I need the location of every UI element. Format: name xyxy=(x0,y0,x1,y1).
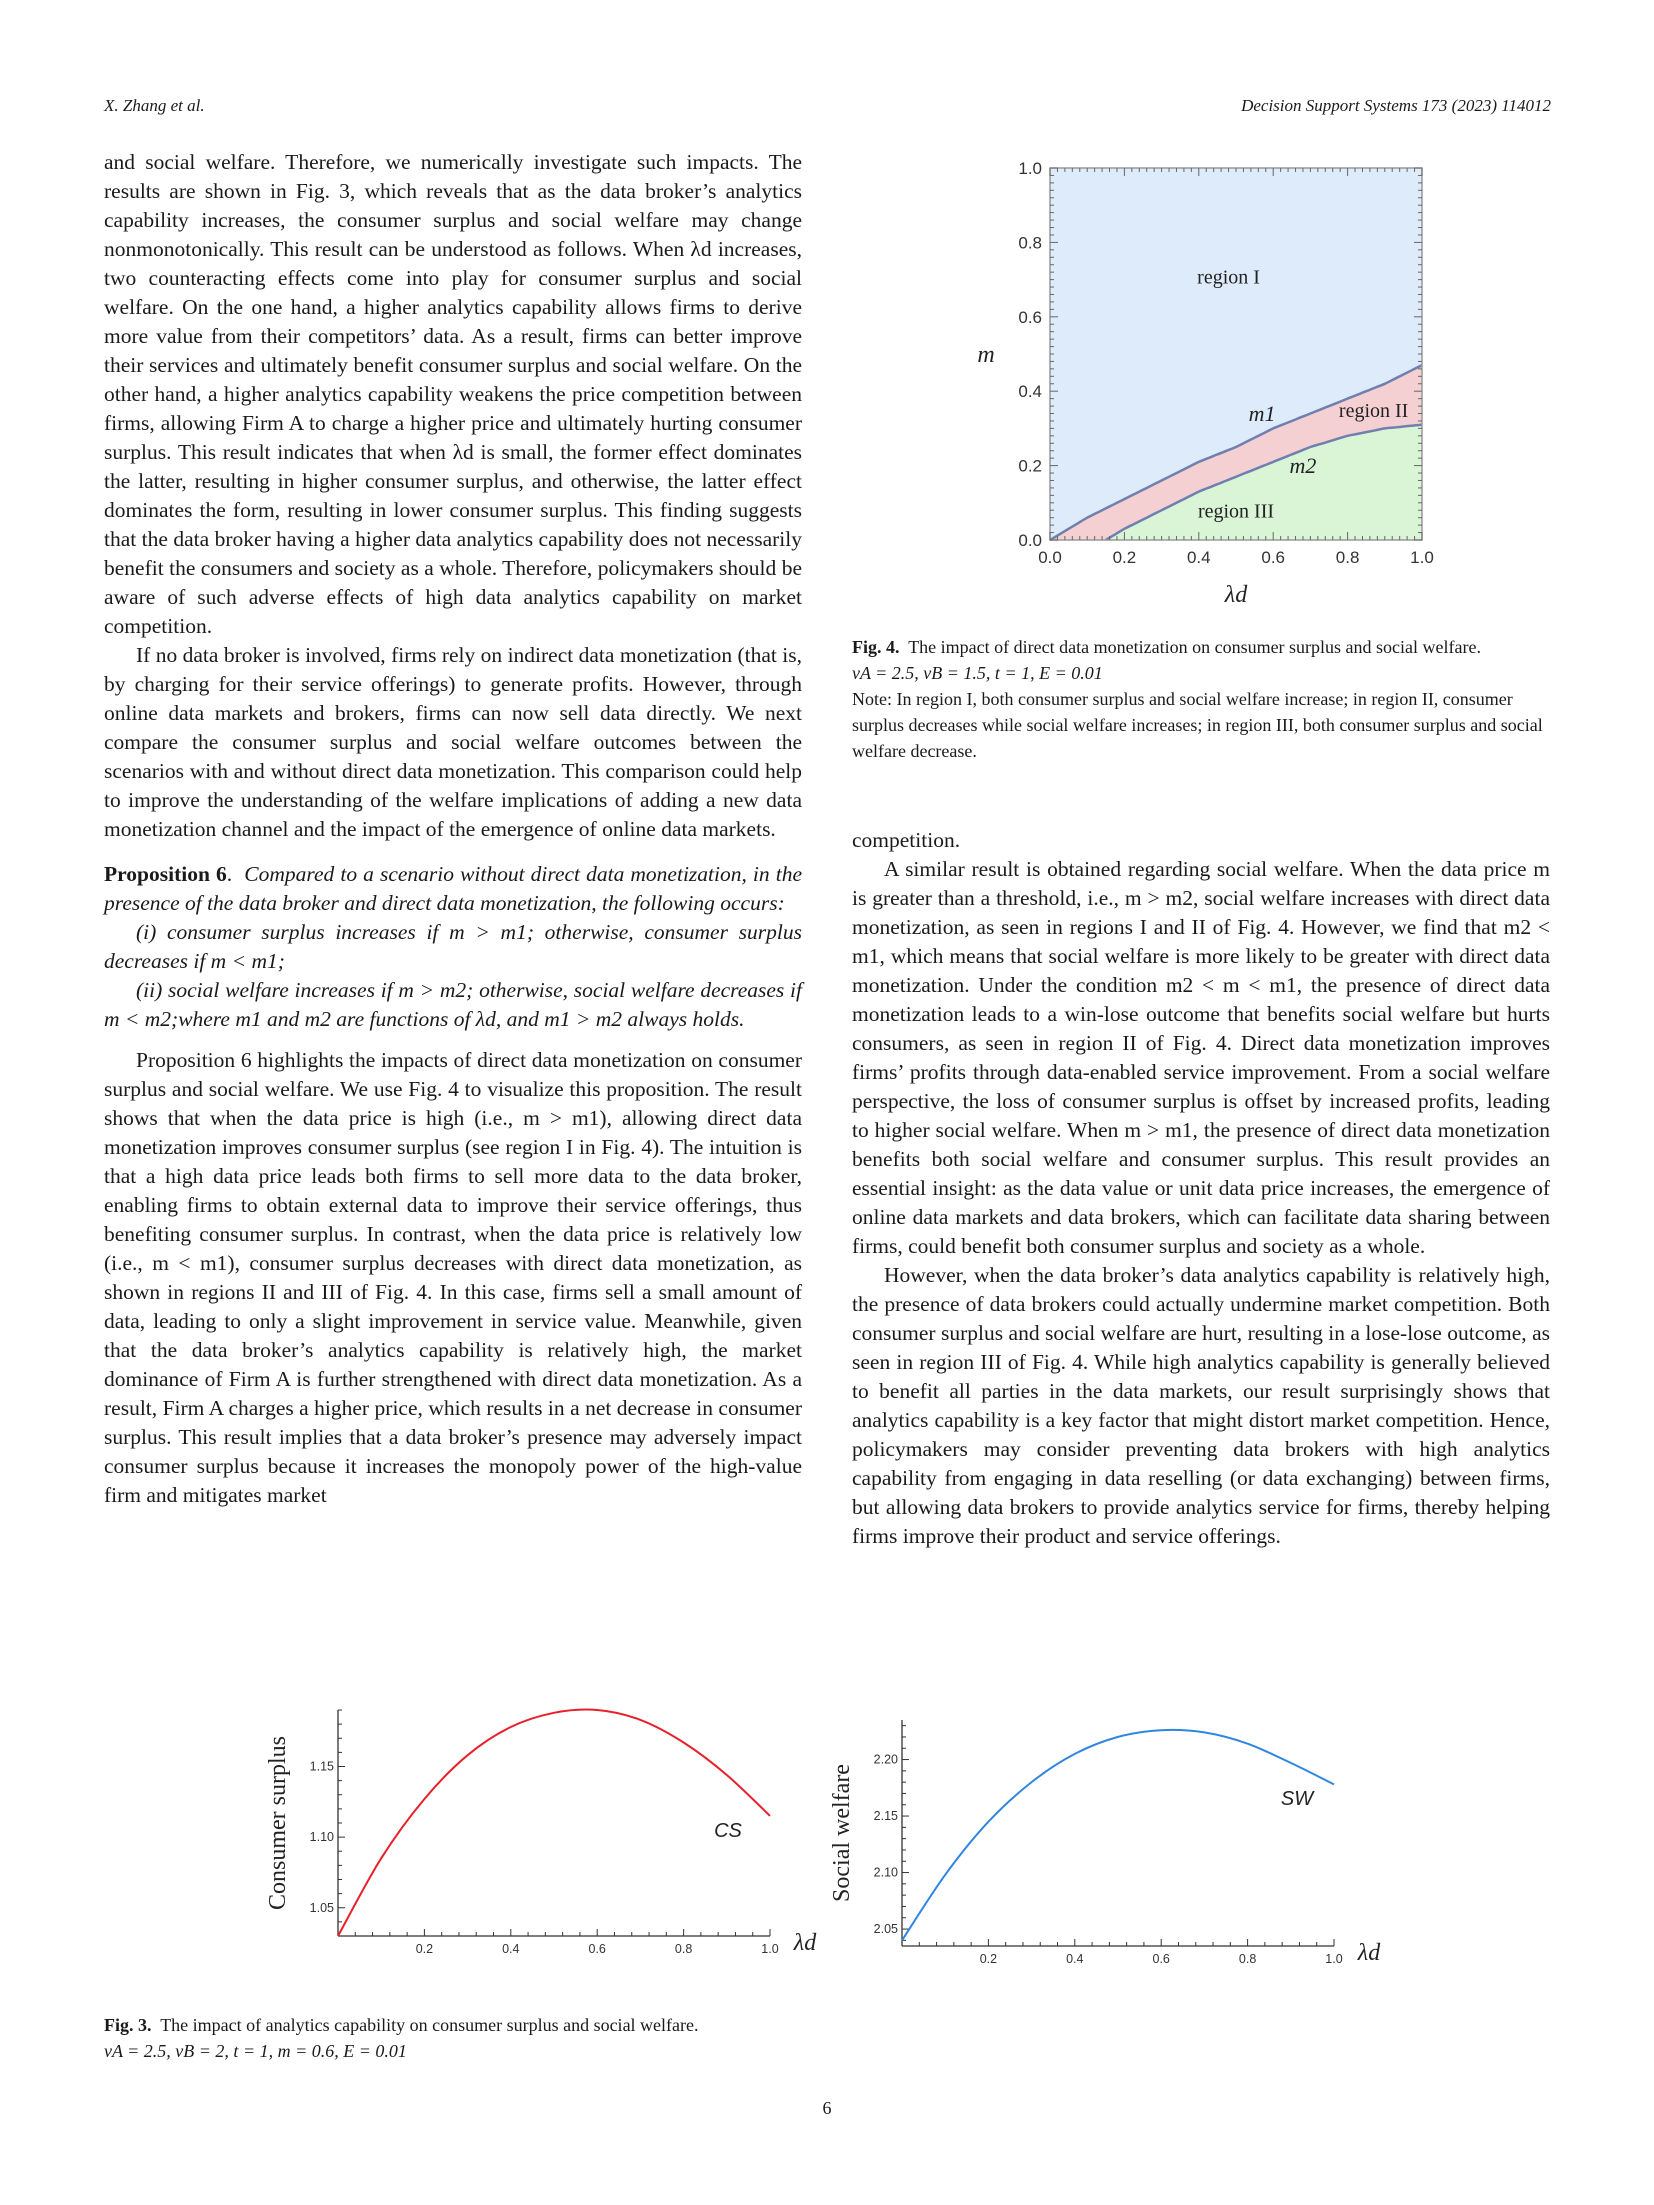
fig4-params: vA = 2.5, vB = 1.5, t = 1, E = 0.01 xyxy=(852,663,1103,683)
proposition-item-i: (i) consumer surplus increases if m > m1; otherwise, consumer surplus decreases if m < m1; xyxy=(104,920,802,973)
x-tick-label: 0.4 xyxy=(1066,1952,1084,1966)
series-label: SW xyxy=(1280,1788,1314,1810)
y-tick-label: 0.2 xyxy=(1018,456,1042,476)
y-tick-label: 2.10 xyxy=(873,1865,898,1880)
x-tick-label: 0.6 xyxy=(588,1942,606,1956)
left-column xyxy=(104,148,802,1510)
region-II-label: region II xyxy=(1338,400,1409,423)
x-axis-label: λd xyxy=(1224,582,1248,608)
y-tick-label: 0.6 xyxy=(1018,307,1042,327)
x-tick-label: 1.0 xyxy=(761,1942,779,1956)
y-tick-label: 0.8 xyxy=(1018,233,1042,253)
paragraph: A similar result is obtained regarding social welfare. When the data price m is greater than a threshold, i.e., m > m2, social welfare increases with direct data monetization, as seen in regions I and II of Fig. 4. However, we find that m2 < m1, which means that social welfare is more likely to be greater with direct data monetization. Under the condition m2 < m < m1, the presence of direct data monetization leads to a win-lose outcome that benefits social welfare but hurts consumers, as seen in region II of Fig. 4. Direct data monetization improves firms’ profits through data-enabled service improvement. From a social welfare perspective, the loss of consumer surplus is offset by increased profits, leading to higher social welfare. When m > m1, the presence of direct data monetization benefits both social welfare and consumer surplus. This result provides an essential insight: as the data value or unit data price increases, the emergence of online data markets and data brokers, which can facilitate data sharing between firms, could benefit both consumer surplus and society as a whole. xyxy=(852,857,1550,1258)
region-III-label: region III xyxy=(1197,500,1275,523)
fig4-caption-text: The impact of direct data monetization on consumer surplus and social welfare. xyxy=(908,637,1481,657)
running-header-journal: Decision Support Systems 173 (2023) 114012 xyxy=(1241,96,1551,115)
fig3-caption-text: The impact of analytics capability on consumer surplus and social welfare. xyxy=(160,2015,699,2035)
x-tick-label: 1.0 xyxy=(1325,1952,1343,1966)
region-I-label: region I xyxy=(1197,266,1260,289)
x-tick-label: 0.8 xyxy=(1238,1952,1257,1966)
paragraph: competition. xyxy=(852,828,961,852)
m2-label: m2 xyxy=(1289,453,1317,479)
x-tick-label: 0.8 xyxy=(1335,548,1360,567)
y-tick-label: 0.4 xyxy=(1018,382,1042,402)
x-tick-label: 0.2 xyxy=(979,1952,998,1966)
fig4-note: Note: In region I, both consumer surplus and social welfare increase; in region II, consumer surplus decreases while social welfare increases; in region III, both consumer surplus and social welfare decrease. xyxy=(852,689,1543,761)
proposition-6: Proposition 6. Compared to a scenario without direct data monetization, in the presence of the data broker and direct data monetization, the following occurs: xyxy=(104,862,803,915)
y-axis-label: Social welfare xyxy=(829,1764,855,1902)
fig3-social-welfare-chart xyxy=(829,1690,1392,1990)
series-label: CS xyxy=(714,1820,742,1842)
y-tick-label: 2.20 xyxy=(873,1752,898,1767)
x-tick-label: 0.4 xyxy=(1186,548,1211,567)
x-tick-label: 0.6 xyxy=(1261,548,1286,567)
y-tick-label: 1.0 xyxy=(1018,159,1042,178)
x-tick-label: 0.8 xyxy=(674,1942,693,1956)
fig4-caption xyxy=(852,634,1550,764)
x-tick-label: 0.2 xyxy=(1112,548,1137,567)
x-axis-label: λd xyxy=(1357,1940,1381,1966)
paragraph: and social welfare. Therefore, we numerically investigate such impacts. The results are shown in Fig. 3, which reveals that as the data broker’s analytics capability increases, the consumer surplus and social welfare may change nonmonotonically. This result can be understood as follows. When λd increases, two counteracting effects come into play for consumer surplus and social welfare. On the one hand, a higher analytics capability allows firms to derive more value from their competitors’ data. As a result, firms can better improve their services and ultimately benefit consumer surplus and social welfare. On the other hand, a higher analytics capability weakens the price competition between firms, allowing Firm A to charge a higher price and ultimately hurting consumer surplus. This result indicates that when λd is small, the former effect dominates the latter, resulting in higher consumer surplus, and otherwise, the latter effect dominates the form, resulting in lower consumer surplus. This finding suggests that the data broker having a higher data analytics capability does not necessarily benefit the consumers and society as a whole. Therefore, policymakers should be aware of such adverse effects of high data analytics capability on market competition. xyxy=(104,150,802,638)
paragraph: If no data broker is involved, firms rely on indirect data monetization (that is, by charging for their service offerings) to generate profits. However, through online data markets and brokers, firms can now sell data directly. We next compare the consumer surplus and social welfare outcomes between the scenarios with and without direct data monetization. This comparison could help to improve the understanding of the welfare implications of adding a new data monetization channel and the impact of the emergence of online data markets. xyxy=(104,643,802,841)
x-tick-label: 1.0 xyxy=(1410,548,1434,567)
proposition-title: Proposition 6 xyxy=(104,862,227,886)
y-tick-label: 0.0 xyxy=(1018,531,1042,550)
y-axis-label: Consumer surplus xyxy=(265,1736,291,1910)
data-line xyxy=(338,1710,770,1936)
proposition-text: Compared to a scenario without direct data monetization, in the presence of the data broker and direct data monetization, the following occurs: xyxy=(104,862,803,915)
paragraph: Proposition 6 highlights the impacts of direct data monetization on consumer surplus and social welfare. We use Fig. 4 to visualize this proposition. The result shows that when the data price is high (i.e., m > m1), allowing direct data monetization improves consumer surplus (see region I in Fig. 4). The intuition is that a high data price leads both firms to sell more data to the data broker, enabling firms to obtain external data to improve their service offerings, thus benefiting consumer surplus. In contrast, when the data price is relatively low (i.e., m < m1), consumer surplus decreases with direct data monetization, as shown in regions II and III of Fig. 4. In this case, firms sell a small amount of data, leading to only a slight improvement in service value. Meanwhile, given that the data broker’s analytics capability is relatively high, the market dominance of Firm A is further strengthened with direct data monetization. As a result, Firm A charges a higher price, which results in a net decrease in consumer surplus. This result implies that a data broker’s presence may adversely impact consumer surplus because it increases the monopoly power of the high-value firm and mitigates market xyxy=(104,1048,802,1507)
right-column xyxy=(852,826,1550,1551)
y-tick-label: 2.05 xyxy=(873,1922,898,1937)
running-header-authors: X. Zhang et al. xyxy=(104,96,205,115)
x-tick-label: 0.4 xyxy=(502,1942,520,1956)
x-tick-label: 0.0 xyxy=(1038,548,1062,567)
fig3-params: vA = 2.5, vB = 2, t = 1, m = 0.6, E = 0.01 xyxy=(104,2041,407,2061)
fig3-caption xyxy=(104,2012,904,2064)
y-tick-label: 1.05 xyxy=(309,1900,334,1915)
y-tick-label: 1.15 xyxy=(309,1759,334,1774)
x-tick-label: 0.2 xyxy=(415,1942,434,1956)
data-line xyxy=(902,1730,1334,1941)
y-tick-label: 1.10 xyxy=(309,1830,334,1845)
paragraph: However, when the data broker’s data analytics capability is relatively high, the presence of data brokers could actually undermine market competition. Both consumer surplus and social welfare are hurt, resulting in a lose-lose outcome, as seen in region III of Fig. 4. While high analytics capability is generally believed to benefit all parties in the data markets, our result surprisingly shows that analytics capability is a key factor that might distort market competition. Hence, policymakers may consider preventing data brokers with high analytics capability from engaging in data reselling (or data exchanging) between firms, but allowing data brokers to provide analytics service for firms, thereby helping firms improve their product and service offerings. xyxy=(852,1263,1550,1548)
y-axis-label: m xyxy=(977,342,995,368)
x-tick-label: 0.6 xyxy=(1152,1952,1170,1966)
fig4-region-chart xyxy=(940,150,1460,620)
fig4-label: Fig. 4. xyxy=(852,637,900,657)
fig3-label: Fig. 3. xyxy=(104,2015,152,2035)
x-axis-label: λd xyxy=(793,1930,817,1956)
m1-label: m1 xyxy=(1248,400,1276,426)
proposition-item-ii: (ii) social welfare increases if m > m2; otherwise, social welfare decreases if m < m2;where m1 and m2 are functions of λd, and m1 > m2 always holds. xyxy=(104,978,802,1031)
fig3-consumer-surplus-chart xyxy=(265,1680,830,1980)
y-tick-label: 2.15 xyxy=(873,1809,898,1824)
page-number: 6 xyxy=(822,2098,832,2118)
